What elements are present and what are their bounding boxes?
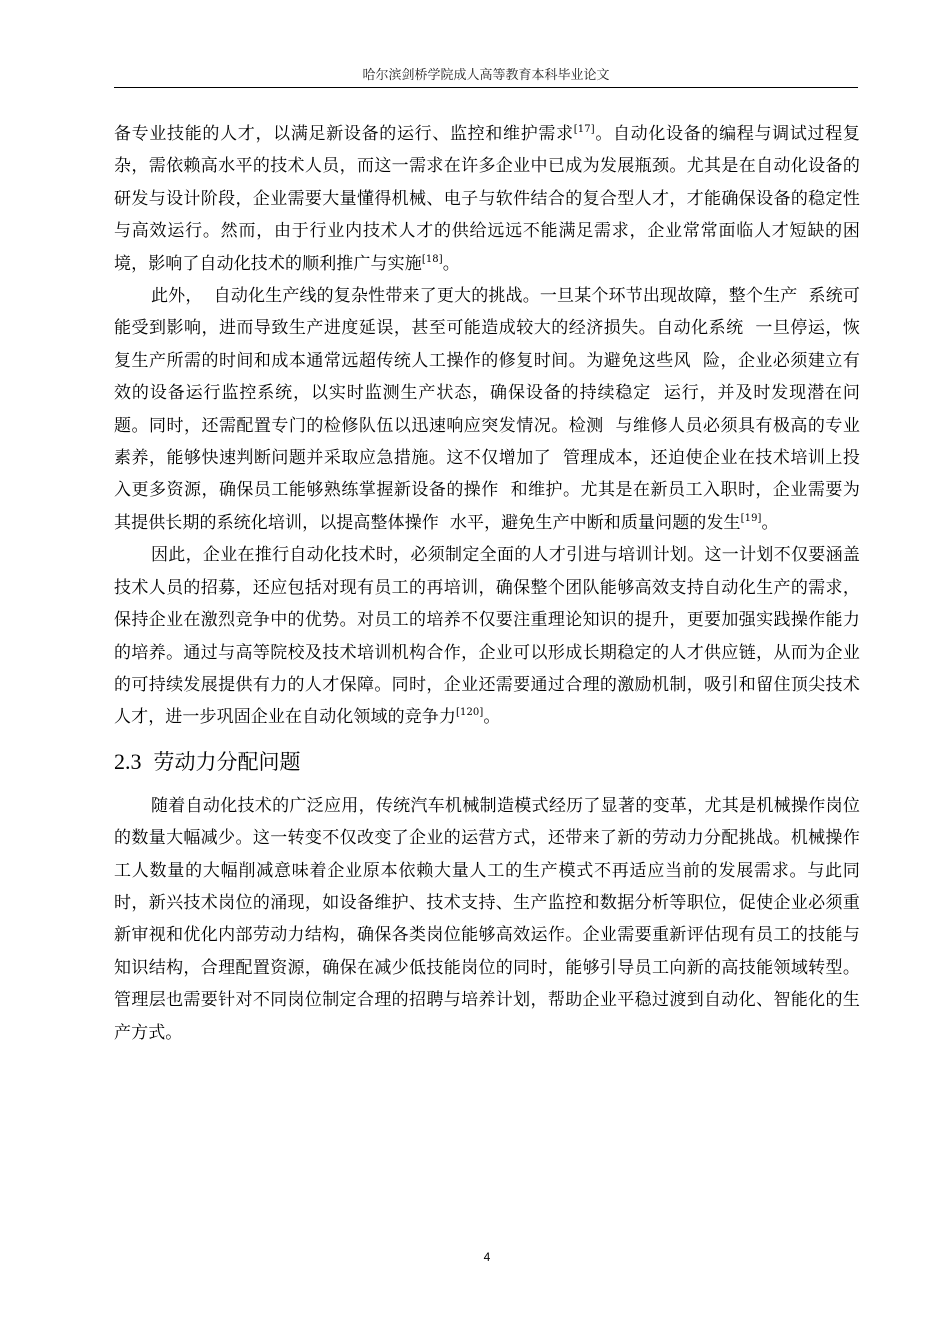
citation-ref: [19]	[740, 512, 762, 524]
page-number: 4	[483, 1250, 491, 1264]
document-body	[114, 118, 860, 1049]
paragraph	[114, 790, 860, 1049]
running-header: 哈尔滨剑桥学院成人高等教育本科毕业论文	[362, 68, 610, 83]
paragraph-text: 此外， 自动化生产线的复杂性带来了更大的挑战。一旦某个环节出现故障，整个生产 系统可能受到影响，进而导致生产进度延误，甚至可能造成较大的经济损失。自动化系统 一旦停运，恢复生产所需的时间和成本通常远超传统人工操作的修复时间。为避免这些风 险，企业必须建立有效的设备运行监控系统，以实时监测生产状态，确保设备的持续稳定 运行，并及时发现潜在问题。同时，还需配置专门的检修队伍以迅速响应突发情况。检测 与维修人员必须具有极高的专业素养，能够快速判断问题并采取应急措施。这不仅增加了 管理成本，还迫使企业在技术培训上投入更多资源，确保员工能够熟练掌握新设备的操作 和维护。尤其是在新员工入职时，企业需要为其提供长期的系统化培训，以提高整体操作 水平，避免生产中断和质量问题的发生	[114, 286, 860, 533]
paragraph	[114, 539, 860, 733]
paragraph-text: 。	[442, 253, 460, 274]
paragraph	[114, 280, 860, 539]
paragraph-text: 因此，企业在推行自动化技术时，必须制定全面的人才引进与培训计划。这一计划不仅要涵盖技术人员的招募，还应包括对现有员工的再培训，确保整个团队能够高效支持自动化生产的需求，保持企业在激烈竞争中的优势。对员工的培养不仅要注重理论知识的提升，更要加强实践操作能力的培养。通过与高等院校及技术培训机构合作，企业可以形成长期稳定的人才供应链，从而为企业的可持续发展提供有力的人才保障。同时，企业还需要通过合理的激励机制，吸引和留住顶尖技术人才，进一步巩固企业在自动化领域的竞争力	[114, 545, 860, 728]
citation-ref: [120]	[456, 707, 484, 719]
citation-ref: [17]	[573, 124, 595, 135]
paragraph-text: 随着自动化技术的广泛应用，传统汽车机械制造模式经历了显著的变革，尤其是机械操作岗位的数量大幅减少。这一转变不仅改变了企业的运营方式，还带来了新的劳动力分配挑战。机械操作工人数量的大幅削减意味着企业原本依赖大量人工的生产模式不再适应当前的发展需求。与此同时，新兴技术岗位的涌现，如设备维护、技术支持、生产监控和数据分析等职位，促使企业必须重新审视和优化内部劳动力结构，确保各类岗位能够高效运作。企业需要重新评估现有员工的技能与知识结构，合理配置资源，确保在减少低技能岗位的同时，能够引导员工向新的高技能领域转型。管理层也需要针对不同岗位制定合理的招聘与培养计划，帮助企业平稳过渡到自动化、智能化的生产方式。	[114, 795, 860, 1043]
paragraph-text: 。自动化设备的编程与调试过程复杂，需依赖高水平的技术人员，而这一需求在许多企业中已成为发展瓶颈。尤其是在自动化设备的研发与设计阶段，企业需要大量懂得机械、电子与软件结合的复合型人才，才能确保设备的稳定性与高效运行。然而，由于行业内技术人才的供给远远不能满足需求，企业常常面临人才短缺的困境，影响了自动化技术的顺利推广与实施	[114, 124, 860, 274]
section-heading	[114, 748, 860, 776]
citation-ref: [18]	[421, 253, 443, 265]
paragraph-text: 。	[483, 707, 501, 728]
paragraph-text: 备专业技能的人才，以满足新设备的运行、监控和维护需求	[114, 124, 574, 144]
header-divider	[114, 87, 858, 88]
section-number: 2.3	[114, 748, 142, 774]
section-title: 劳动力分配问题	[153, 749, 301, 774]
paragraph-continued	[114, 118, 860, 280]
paragraph-text: 。	[761, 512, 779, 533]
